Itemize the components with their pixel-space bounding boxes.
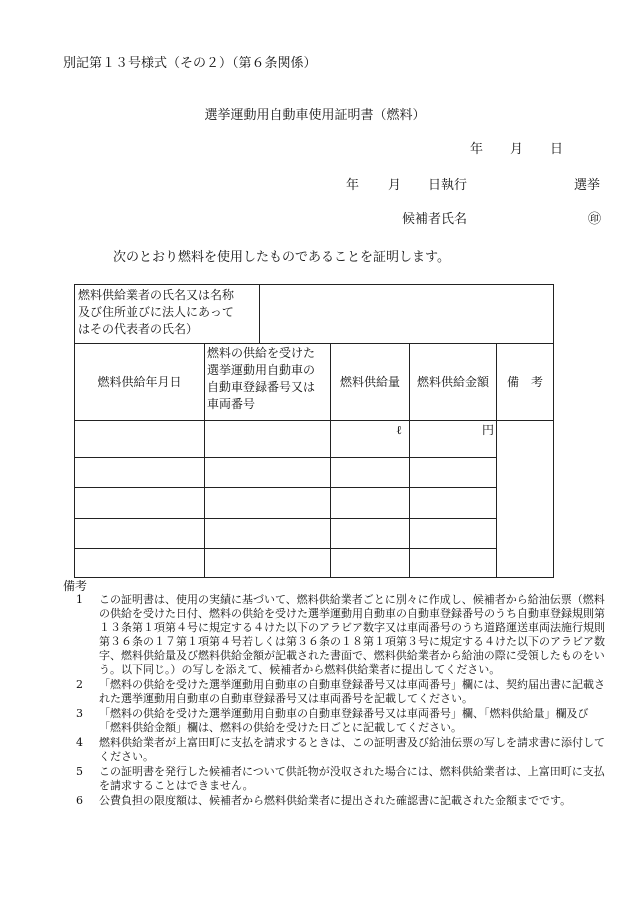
note-item xyxy=(76,593,606,677)
unit-yen: 円 xyxy=(482,423,495,437)
table-row[interactable] xyxy=(75,488,496,518)
election-label: 選挙 xyxy=(574,178,601,193)
note-text: この証明書を発行した候補者について供託物が没収された場合には、燃料供給業者は、上富田町に支払を請求することはできません。 xyxy=(99,765,605,792)
vehicle-header-line: 選挙運動用自動車の xyxy=(207,363,316,377)
supplier-label-line: はその代表者の氏名） xyxy=(78,322,199,336)
note-text: 燃料供給業者が上富田町に支払を請求するときは、この証明書及び給油伝票の写しを請求書に添付してください。 xyxy=(99,736,605,763)
document-title: 選挙運動用自動車使用証明書（燃料） xyxy=(204,108,426,123)
col-header-fuel-amount-text: 燃料供給量 xyxy=(339,374,400,389)
table-row[interactable] xyxy=(75,458,496,487)
seal-mark: ㊞ xyxy=(588,212,602,227)
note-item xyxy=(76,765,606,793)
certification-statement: 次のとおり燃料を使用したものであることを証明します。 xyxy=(113,250,450,265)
candidate-name-label: 候補者氏名 xyxy=(402,212,468,227)
date-year-label: 年 xyxy=(470,142,484,157)
election-execution-date xyxy=(346,174,467,193)
note-number: 4 xyxy=(76,736,83,749)
note-text: 「燃料の供給を受けた選挙運動用自動車の自動車登録番号又は車両番号」欄、「燃料供給量」欄及び「燃料供給金額」欄は、燃料の供給を受けた日ごとに記載してください。 xyxy=(99,707,589,734)
col-header-supply-date xyxy=(75,344,204,420)
note-text: この証明書は、使用の実績に基づいて、燃料供給業者ごとに別々に作成し、候補者から給油伝票（燃料の供給を受けた日付、燃料の供給を受けた選挙運動用自動車の自動車登録番号のうち自動車登録規則第１３条第１項第４号に規定する４けた以下のアラビア数字又は車両番号のうち道路運送車両法施行規則第３６条の１７第１項第４号若しくは第３６条の１８第１項第３号に規定する４けた以下のアラビア数字、燃料供給量及び燃料供給金額が記載された書面で、燃料供給業者から給油の際に受領したものをいう。以下同じ。）の写しを添えて、候補者から燃料供給業者に提出してください。 xyxy=(99,593,605,676)
note-number: 2 xyxy=(76,678,83,691)
table-row[interactable] xyxy=(75,421,496,457)
remarks-field[interactable] xyxy=(497,421,553,577)
note-number: 5 xyxy=(76,765,83,778)
vehicle-header-line: 燃料の供給を受けた xyxy=(207,346,316,360)
note-item xyxy=(76,794,606,808)
col-header-remarks-text: 備 考 xyxy=(506,374,543,389)
note-item xyxy=(76,707,606,735)
exec-day-label: 日執行 xyxy=(428,178,468,193)
note-item xyxy=(76,736,606,764)
date-day-label: 日 xyxy=(550,142,564,157)
note-number: 3 xyxy=(76,707,83,720)
supplier-name-label xyxy=(78,287,258,338)
col-header-fuel-price-text: 燃料供給金額 xyxy=(416,374,489,389)
date-month-label: 月 xyxy=(510,142,524,157)
col-header-fuel-price xyxy=(410,344,496,420)
supplier-label-line: 及び住所並びに法人にあって xyxy=(78,305,234,319)
notes-heading: 備考 xyxy=(63,579,88,593)
unit-liter: ℓ xyxy=(396,423,402,437)
note-item xyxy=(76,678,606,706)
table-row[interactable] xyxy=(75,549,496,577)
vehicle-header-line: 車両番号 xyxy=(207,397,256,411)
vehicle-header-line: 自動車登録番号又は xyxy=(207,380,316,394)
note-text: 「燃料の供給を受けた選挙運動用自動車の自動車登録番号又は車両番号」欄には、契約届出書に記載された選挙運動用自動車の自動車登録番号又は車両番号を記載してください。 xyxy=(99,678,605,705)
note-number: 6 xyxy=(76,794,83,807)
table-row[interactable] xyxy=(75,519,496,548)
exec-month-label: 月 xyxy=(388,178,402,193)
certificate-date xyxy=(470,138,563,157)
exec-year-label: 年 xyxy=(346,178,360,193)
form-reference: 別記第１３号様式（その２）（第６条関係） xyxy=(63,56,317,71)
col-header-supply-date-text: 燃料供給年月日 xyxy=(97,374,182,389)
supplier-label-line: 燃料供給業者の氏名又は名称 xyxy=(78,288,235,302)
notes-list xyxy=(76,593,606,809)
note-number: 1 xyxy=(76,593,83,606)
col-header-vehicle-number xyxy=(207,345,330,413)
note-text: 公費負担の限度額は、候補者から燃料供給業者に提出された確認書に記載された金額までです。 xyxy=(99,794,572,807)
col-header-fuel-amount xyxy=(331,344,409,420)
col-header-remarks xyxy=(497,344,553,420)
supplier-name-field[interactable] xyxy=(260,285,553,343)
